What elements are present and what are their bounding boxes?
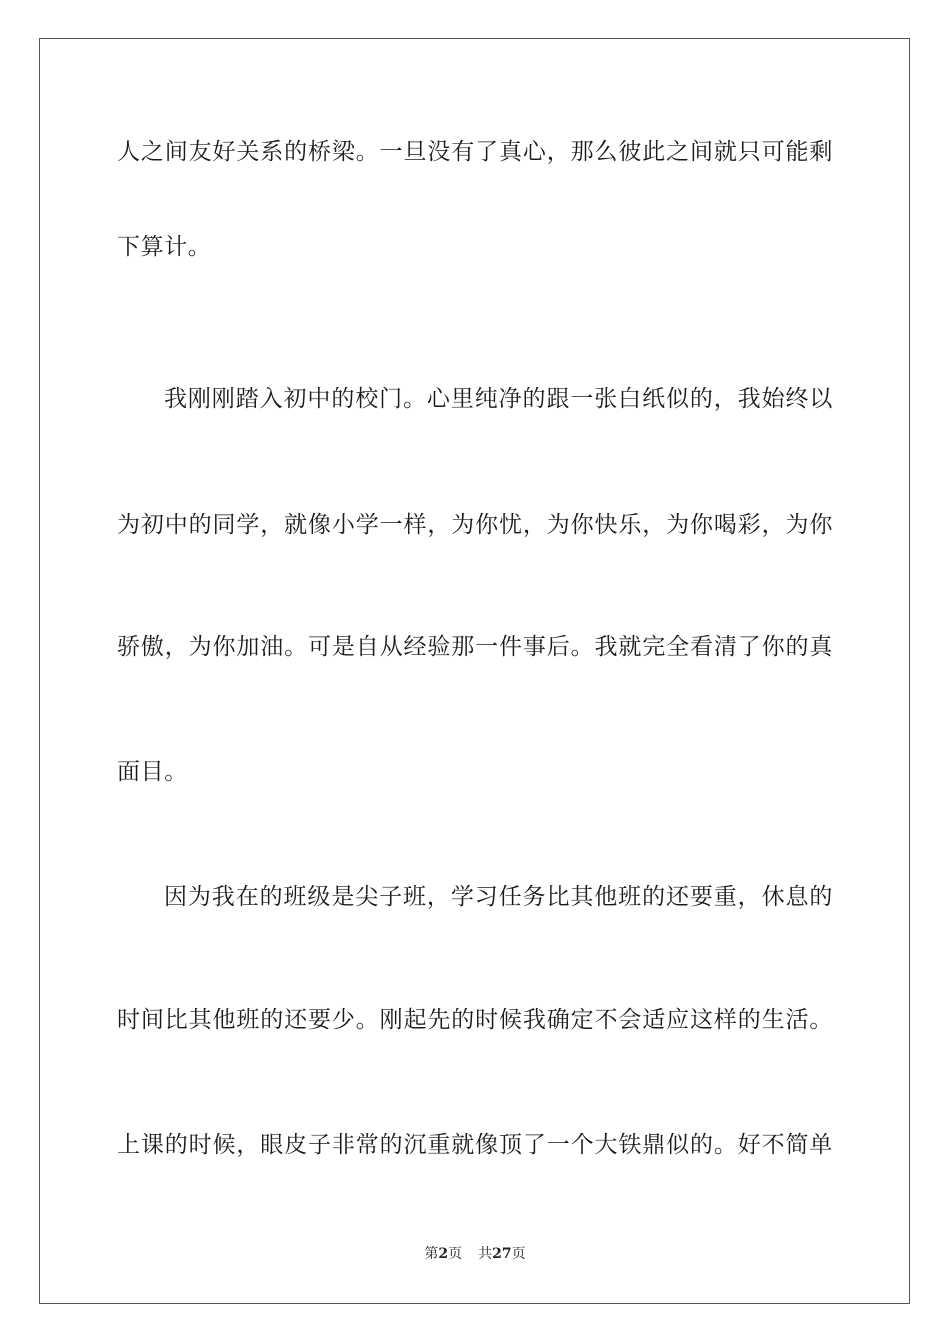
page-prefix: 第: [424, 1246, 439, 1262]
page-footer: [0, 1244, 950, 1264]
text-line-1: 人之间友好关系的桥梁。一旦没有了真心，那么彼此之间就只可能剩: [117, 139, 833, 165]
text-line-9: 上课的时候，眼皮子非常的沉重就像顶了一个大铁鼎似的。好不简单: [117, 1132, 833, 1158]
text-line-6: 面目。: [117, 759, 188, 785]
page-border: [39, 38, 910, 1304]
total-page-number: 27: [492, 1246, 512, 1262]
text-line-3: 我刚刚踏入初中的校门。心里纯净的跟一张白纸似的，我始终以: [164, 386, 833, 412]
text-line-4: 为初中的同学，就像小学一样，为你忧，为你快乐，为你喝彩，为你: [117, 512, 833, 538]
total-prefix: 共: [478, 1246, 493, 1262]
page-suffix: 页: [448, 1246, 463, 1262]
text-line-5: 骄傲，为你加油。可是自从经验那一件事后。我就完全看清了你的真: [117, 634, 833, 660]
total-suffix: 页: [511, 1246, 526, 1262]
text-line-2: 下算计。: [117, 234, 212, 260]
text-line-8: 时间比其他班的还要少。刚起先的时候我确定不会适应这样的生活。: [117, 1007, 833, 1033]
text-line-7: 因为我在的班级是尖子班，学习任务比其他班的还要重，休息的: [164, 884, 833, 910]
current-page-number: 2: [438, 1246, 449, 1262]
